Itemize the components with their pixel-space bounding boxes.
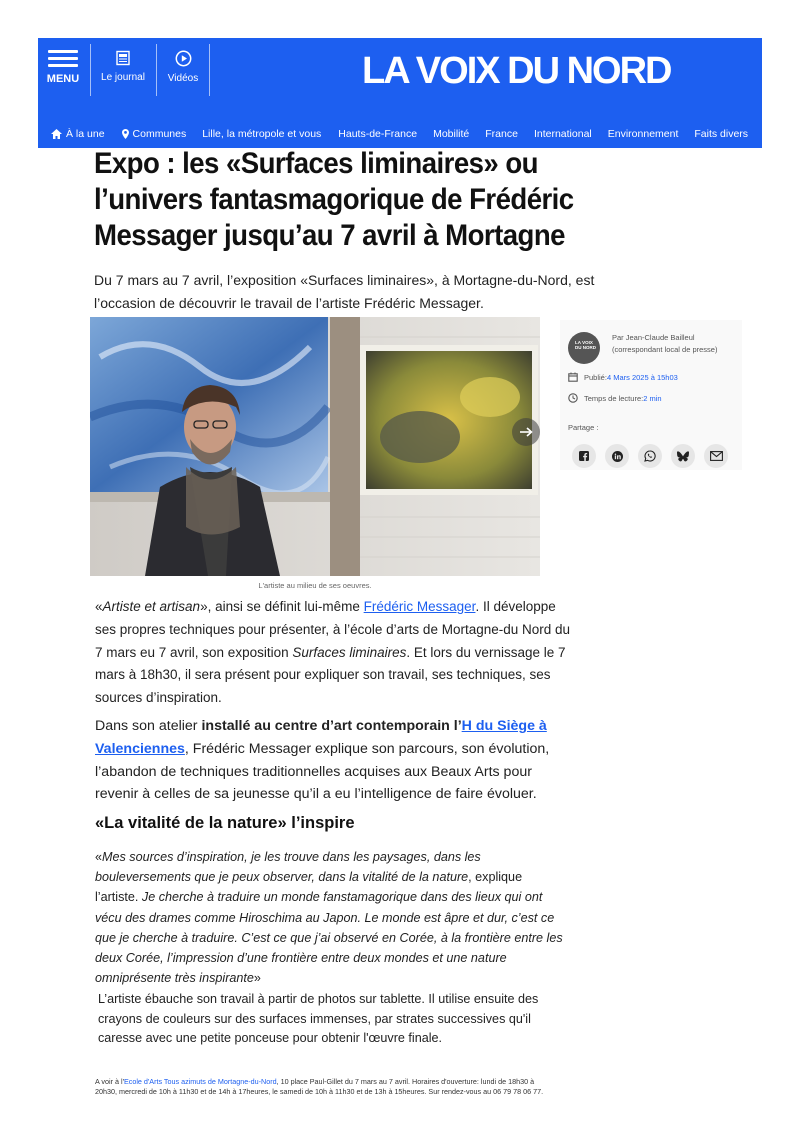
site-logo[interactable]: LA VOIX DU NORD: [362, 50, 671, 92]
published-date: [568, 372, 678, 382]
artist-link[interactable]: Frédéric Messager: [363, 599, 476, 614]
article-paragraph-3: L’artiste ébauche son travail à partir de photos sur tablette. Il utilise ensuite des crayons de couleurs sur des surfaces immenses, par strates successives qu'il caresse avec une petite ponceuse pour obtenir l'œuvre finale.: [98, 992, 539, 1045]
share-bluesky-button[interactable]: [671, 444, 695, 468]
article-meta-sidebar: [560, 320, 742, 470]
videos-link[interactable]: [153, 50, 213, 84]
play-icon: [175, 50, 192, 67]
article-lead: Du 7 mars au 7 avril, l’exposition «Surfaces liminaires», à Mortagne-du-Nord, est l’occasion de découvrir le travail de l’artiste Frédéric Messager.: [94, 272, 595, 311]
facebook-icon: [579, 451, 589, 461]
article-paragraph-1: «Artiste et artisan», ainsi se définit lui-même Frédéric Messager. Il développe ses propres techniques pour présenter, à l’école d’arts de Mortagne-du Nord du 7 mars eu 7 avril, son exposition Surfaces liminaires. Et lors du vernissage le 7 mars à 18h30, il sera présent pour expliquer son travail, ses techniques, ses sources d’inspiration.: [95, 599, 571, 706]
artist-quote: «Mes sources d’inspiration, je les trouve dans les paysages, dans les bouleversements que je peux observer, dans la vitalité de la nature, explique l’artiste. Je cherche à traduire un monde fanstamagorique dans des lieux qui ont vécu des drames comme Hiroschima au Japon. Le monde est âpre et dur, c’est ce que je cherche à traduire. C’est ce que j’ai observé en Corée, à la frontière entre les deux Corée, l’impression d’une frontière entre deux mondes et une nature omniprésente très inspirante»: [95, 850, 563, 986]
map-pin-icon: [122, 129, 129, 139]
author-role: (correspondant local de presse): [612, 345, 718, 354]
italic-quote: Artiste et artisan: [102, 599, 201, 614]
nav-france[interactable]: France: [485, 128, 518, 140]
hamburger-icon: [48, 46, 78, 71]
share-whatsapp-button[interactable]: [638, 444, 662, 468]
article-photo[interactable]: [90, 317, 540, 576]
nav-hauts-de-france[interactable]: Hauts-de-France: [338, 128, 418, 140]
nav-mobilite[interactable]: Mobilité: [433, 128, 470, 140]
journal-label: Le journal: [101, 72, 145, 83]
article-paragraph-2: Dans son atelier installé au centre d’art contemporain l’H du Siège à Valenciennes, Frédéric Messager explique son parcours, son évolution, l’abandon de techniques traditionnelles acquises aux Beaux Arts pour revenir à celles de sa jeunesse qu’il a eu l’intelligence de faire évoluer.: [95, 718, 550, 803]
published-label: Publié:: [584, 372, 607, 382]
calendar-icon: [568, 372, 578, 382]
nav-international[interactable]: International: [533, 128, 592, 140]
arrow-right-icon: [519, 427, 533, 437]
share-buttons: [572, 444, 737, 468]
clock-icon: [568, 393, 578, 403]
linkedin-icon: [612, 451, 623, 462]
header-divider: [209, 44, 210, 96]
photo-artist-with-artworks: [90, 317, 540, 576]
nav-a-la-une[interactable]: À la une: [51, 128, 105, 140]
reading-value: 2 min: [643, 393, 662, 403]
share-label: Partage :: [568, 423, 599, 432]
practical-info: A voir à l'Ecole d'Arts Tous azimuts de Mortagne-du-Nord, 10 place Paul-Gillet du 7 mars au 7 avril. Horaires d'ouverture: lundi de 18h30 à 20h30, mercredi de 10h à 11h30 et de 14h à 17heures, le samedi de 10h à 11h30 et de 13h à 15heures. Sur rendez-vous au 06 79 78 06 77.: [95, 1077, 544, 1096]
nav-communes[interactable]: Communes: [122, 128, 187, 140]
nav-faits-divers[interactable]: Faits divers: [694, 128, 749, 140]
author-info: [612, 332, 740, 356]
published-value: 4 Mars 2025 à 15h03: [606, 372, 678, 382]
venue-link[interactable]: H du Siège à Valenciennes: [95, 718, 547, 757]
main-nav: [38, 124, 762, 144]
reading-label: Temps de lecture:: [584, 393, 644, 403]
reading-time: [568, 393, 662, 403]
article-title: Expo : les «Surfaces liminaires» ou l’univers fantasmagorique de Frédéric Messager jusqu’au 7 avril à Mortagne: [94, 147, 574, 252]
whatsapp-icon: [644, 450, 656, 462]
menu-button[interactable]: [38, 46, 88, 96]
carousel-next-button[interactable]: [512, 418, 540, 446]
share-linkedin-button[interactable]: [605, 444, 629, 468]
author-name: Par Jean-Claude Bailleul: [612, 333, 695, 342]
journal-link[interactable]: [93, 50, 153, 83]
bold-text: installé au centre d’art contemporain l’: [201, 718, 462, 734]
menu-label: MENU: [46, 73, 80, 85]
home-icon: [51, 129, 62, 139]
bluesky-icon: [677, 451, 689, 462]
school-link[interactable]: Ecole d'Arts Tous azimuts de Mortagne-du-Nord: [123, 1077, 277, 1086]
exhibition-name: Surfaces liminaires: [292, 644, 407, 660]
nav-environnement[interactable]: Environnement: [607, 128, 679, 140]
nav-lille[interactable]: Lille, la métropole et vous: [202, 128, 322, 140]
share-facebook-button[interactable]: [572, 444, 596, 468]
header-divider: [90, 44, 91, 96]
author-avatar: LA VOIX DU NORD: [568, 332, 600, 364]
site-header: [38, 38, 762, 148]
videos-label: Vidéos: [167, 73, 199, 84]
photo-caption: L'artiste au milieu de ses oeuvres.: [258, 581, 372, 590]
email-icon: [710, 451, 723, 461]
newspaper-icon: [115, 50, 131, 66]
section-heading: «La vitalité de la nature» l’inspire: [95, 814, 355, 832]
share-email-button[interactable]: [704, 444, 728, 468]
